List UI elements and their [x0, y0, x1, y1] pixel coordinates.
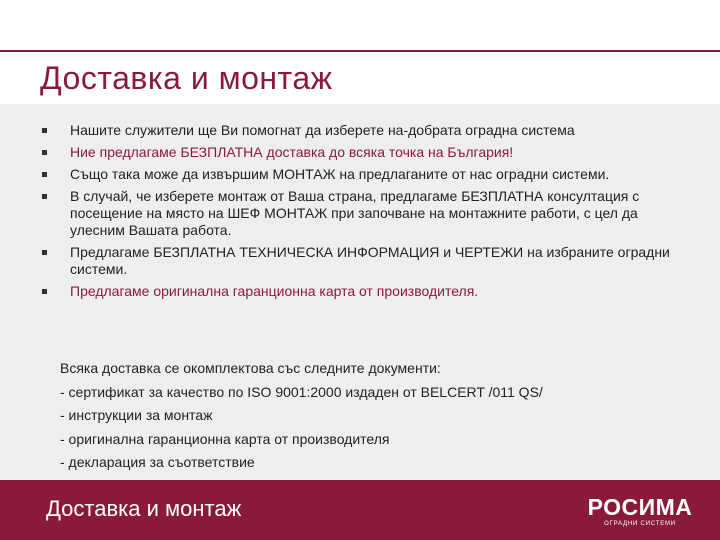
square-bullet-icon — [42, 250, 47, 255]
bullet-item — [40, 166, 680, 183]
documents-intro: Всяка доставка се окомплектова със следните документи: — [60, 360, 441, 376]
title-underline — [0, 50, 720, 52]
bullet-text: Предлагаме оригинална гаранционна карта от производителя. — [70, 283, 479, 299]
bullet-item — [40, 283, 680, 300]
bullet-item — [40, 144, 680, 161]
bullet-item — [40, 122, 680, 139]
square-bullet-icon — [42, 289, 47, 294]
document-item: - декларация за съответствие — [60, 454, 255, 470]
bullet-item — [40, 244, 680, 278]
bullet-text: Също така може да извършим МОНТАЖ на предлаганите от нас оградни системи. — [70, 166, 610, 182]
square-bullet-icon — [42, 150, 47, 155]
document-item: - сертификат за качество по ISO 9001:2000 издаден от BELCERT /011 QS/ — [60, 383, 543, 400]
documents-block — [60, 357, 680, 475]
bullet-text: Ние предлагаме БЕЗПЛАТНА доставка до всяка точка на България! — [70, 144, 514, 160]
footer-bar — [0, 480, 720, 540]
bullet-item — [40, 188, 680, 239]
square-bullet-icon — [42, 172, 47, 177]
logo-name: РОСИМА — [587, 494, 693, 520]
square-bullet-icon — [42, 194, 47, 199]
document-item: - оригинална гаранционна карта от производителя — [60, 430, 390, 447]
rosima-logo — [580, 494, 700, 528]
page-title: Доставка и монтаж — [40, 60, 333, 96]
bullet-text: Предлагаме БЕЗПЛАТНА ТЕХНИЧЕСКА ИНФОРМАЦИЯ и ЧЕРТЕЖИ на избраните оградни системи. — [70, 244, 670, 277]
square-bullet-icon — [42, 128, 47, 133]
bullet-list — [40, 122, 680, 305]
bullet-text: Нашите служители ще Ви помогнат да изберете на-добрата оградна система — [70, 122, 575, 138]
logo-tagline: ОГРАДНИ СИСТЕМИ — [604, 521, 676, 527]
document-item: - инструкции за монтаж — [60, 407, 213, 423]
bullet-text: В случай, че изберете монтаж от Ваша страна, предлагаме БЕЗПЛАТНА консултация с посещение на място на ШЕФ МОНТАЖ при започване на монтажните работи, с цел да улесним Вашата работа. — [70, 188, 640, 238]
footer-title: Доставка и монтаж — [46, 496, 242, 521]
